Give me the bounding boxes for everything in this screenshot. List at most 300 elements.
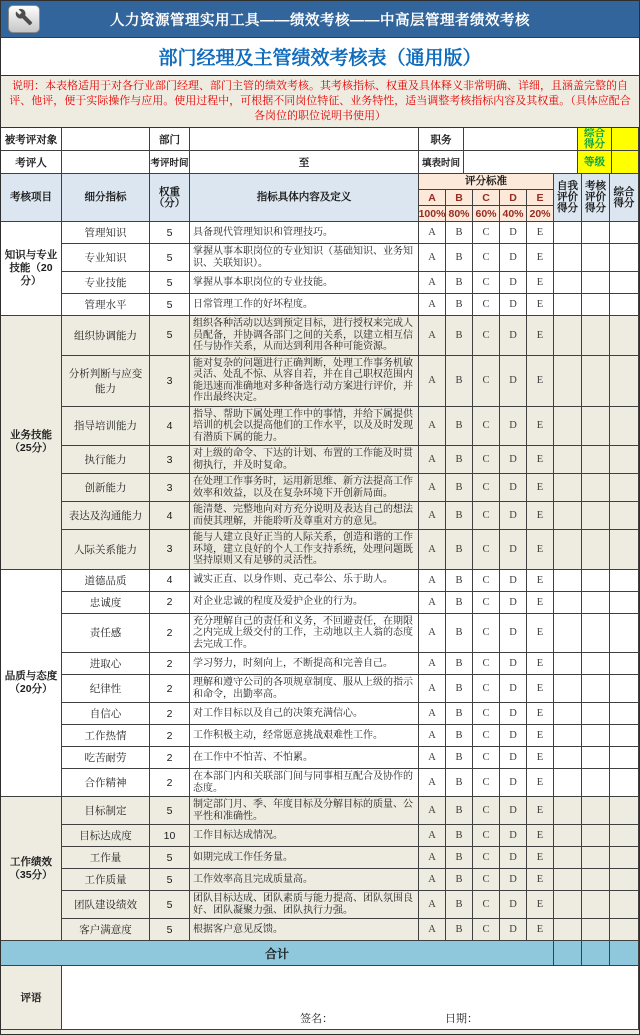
period-to-cell[interactable]: 至	[190, 151, 419, 174]
grade-cell-a[interactable]: A	[419, 869, 446, 891]
grade-cell-d[interactable]: D	[500, 222, 527, 244]
grade-cell-d[interactable]: D	[500, 847, 527, 869]
app-header-title: 人力资源管理实用工具——绩效考核——中高层管理者绩效考核	[110, 12, 530, 29]
final-score-cell[interactable]	[610, 675, 639, 703]
indicator-row	[62, 703, 639, 725]
grade-cell-c[interactable]: C	[473, 653, 500, 675]
grade-cell-a[interactable]: A	[419, 592, 446, 614]
grade-cell-c[interactable]: C	[473, 703, 500, 725]
grade-cell-e[interactable]: E	[527, 272, 554, 294]
review-score-cell[interactable]	[582, 653, 610, 675]
self-score-cell[interactable]	[554, 592, 582, 614]
grade-cell-b[interactable]: B	[446, 797, 473, 825]
total-label: 合计	[1, 941, 554, 966]
grade-cell-e[interactable]: E	[527, 869, 554, 891]
indicator-row	[62, 407, 639, 447]
section-rows	[62, 316, 639, 570]
toolbar-button[interactable]	[8, 5, 40, 33]
definition-cell: 组织各种活动以达到预定目标，进行授权来完成人员配备，并协调各部门之间的关系，以建立相互信任与协作关系，从而达到利用各种可能资源。	[190, 316, 419, 356]
indicator-row	[62, 847, 639, 869]
self-score-cell[interactable]	[554, 614, 582, 654]
definition-cell: 根据客户意见反馈。	[190, 919, 419, 941]
grade-cell-e[interactable]: E	[527, 316, 554, 356]
final-score-cell[interactable]	[610, 570, 639, 592]
definition-cell: 工作效率高且完成质量高。	[190, 869, 419, 891]
final-score-cell[interactable]	[610, 530, 639, 570]
grade-cell-e[interactable]: E	[527, 614, 554, 654]
grade-cell-b[interactable]: B	[446, 474, 473, 502]
grade-cell-c[interactable]: C	[473, 747, 500, 769]
self-score-cell[interactable]	[554, 316, 582, 356]
col-header-rating-standard: 评分标准	[419, 174, 554, 190]
total-review-score-cell[interactable]	[582, 941, 610, 966]
grade-cell-a[interactable]: A	[419, 725, 446, 747]
grade-cell-b[interactable]: B	[446, 530, 473, 570]
grade-cell-d[interactable]: D	[500, 592, 527, 614]
definition-cell: 能与人建立良好正当的人际关系，创造和谐的工作环境，建立良好的个人工作支持系统，处理问题既坚持原则又有足够的灵活性。	[190, 530, 419, 570]
grade-cell-a[interactable]: A	[419, 316, 446, 356]
self-score-cell[interactable]	[554, 272, 582, 294]
grade-cell-d[interactable]: D	[500, 446, 527, 474]
grade-cell-c[interactable]: C	[473, 570, 500, 592]
self-score-cell[interactable]	[554, 797, 582, 825]
grade-cell-d[interactable]: D	[500, 653, 527, 675]
grade-cell-e[interactable]: E	[527, 407, 554, 447]
grade-cell-d[interactable]: D	[500, 825, 527, 847]
grade-label: 等级	[578, 151, 612, 174]
grade-cell-e[interactable]: E	[527, 530, 554, 570]
self-score-cell[interactable]	[554, 294, 582, 316]
total-row	[1, 941, 639, 966]
self-score-cell[interactable]	[554, 725, 582, 747]
review-score-cell[interactable]	[582, 294, 610, 316]
self-score-cell[interactable]	[554, 703, 582, 725]
grade-cell-d[interactable]: D	[500, 747, 527, 769]
review-score-cell[interactable]	[582, 502, 610, 530]
grade-cell-d[interactable]: D	[500, 891, 527, 919]
grade-cell-d[interactable]: D	[500, 316, 527, 356]
indicator-name: 目标达成度	[62, 825, 150, 847]
grade-cell-a[interactable]: A	[419, 703, 446, 725]
review-score-cell[interactable]	[582, 244, 610, 272]
definition-cell: 在工作中不怕苦、不怕累。	[190, 747, 419, 769]
grade-cell-b[interactable]: B	[446, 675, 473, 703]
grade-cell-e[interactable]: E	[527, 502, 554, 530]
grade-cell-c[interactable]: C	[473, 502, 500, 530]
grade-cell-d[interactable]: D	[500, 725, 527, 747]
final-score-cell[interactable]	[610, 747, 639, 769]
grade-cell-d[interactable]: D	[500, 703, 527, 725]
indicator-name: 工作量	[62, 847, 150, 869]
review-score-cell[interactable]	[582, 530, 610, 570]
self-score-cell[interactable]	[554, 474, 582, 502]
review-score-cell[interactable]	[582, 316, 610, 356]
review-score-cell[interactable]	[582, 446, 610, 474]
final-score-cell[interactable]	[610, 614, 639, 654]
indicator-name: 进取心	[62, 653, 150, 675]
final-score-cell[interactable]	[610, 294, 639, 316]
grade-cell-a[interactable]: A	[419, 570, 446, 592]
grade-cell-e[interactable]: E	[527, 570, 554, 592]
self-score-cell[interactable]	[554, 502, 582, 530]
grade-cell-c[interactable]: C	[473, 356, 500, 407]
grade-cell-c[interactable]: C	[473, 725, 500, 747]
review-score-cell[interactable]	[582, 570, 610, 592]
grade-cell-a[interactable]: A	[419, 919, 446, 941]
weight-cell: 2	[150, 725, 190, 747]
grade-cell-e[interactable]: E	[527, 825, 554, 847]
indicator-row	[62, 869, 639, 891]
self-score-cell[interactable]	[554, 407, 582, 447]
assessor-input[interactable]	[62, 151, 150, 174]
grade-cell-b[interactable]: B	[446, 356, 473, 407]
grade-cell-c[interactable]: C	[473, 869, 500, 891]
position-input[interactable]	[464, 128, 578, 151]
position-label: 职务	[419, 128, 464, 151]
indicator-name: 指导培训能力	[62, 407, 150, 447]
grade-cell-e[interactable]: E	[527, 446, 554, 474]
indicator-name: 道德品质	[62, 570, 150, 592]
rating-percent-c: 60%	[473, 206, 500, 222]
final-score-cell[interactable]	[610, 446, 639, 474]
final-score-cell[interactable]	[610, 797, 639, 825]
col-header-self-score: 自我评价得分	[554, 174, 582, 222]
grade-cell-b[interactable]: B	[446, 869, 473, 891]
grade-cell-e[interactable]: E	[527, 797, 554, 825]
grade-cell-a[interactable]: A	[419, 653, 446, 675]
indicator-row	[62, 675, 639, 703]
self-score-cell[interactable]	[554, 446, 582, 474]
grade-cell-d[interactable]: D	[500, 614, 527, 654]
rating-percent-d: 40%	[500, 206, 527, 222]
final-score-cell[interactable]	[610, 847, 639, 869]
grade-cell-b[interactable]: B	[446, 294, 473, 316]
grade-cell-b[interactable]: B	[446, 446, 473, 474]
indicator-row	[62, 316, 639, 356]
grade-cell-b[interactable]: B	[446, 769, 473, 797]
definition-cell: 理解和遵守公司的各项规章制度、服从上级的指示和命令，出勤率高。	[190, 675, 419, 703]
grade-cell-e[interactable]: E	[527, 222, 554, 244]
indicator-name: 工作热情	[62, 725, 150, 747]
grade-cell-d[interactable]: D	[500, 530, 527, 570]
comment-row	[1, 966, 639, 1030]
grade-cell-c[interactable]: C	[473, 474, 500, 502]
grade-cell-a[interactable]: A	[419, 244, 446, 272]
grade-cell-a[interactable]: A	[419, 356, 446, 407]
grade-cell-b[interactable]: B	[446, 272, 473, 294]
weight-cell: 10	[150, 825, 190, 847]
grade-cell-e[interactable]: E	[527, 725, 554, 747]
grade-cell-b[interactable]: B	[446, 919, 473, 941]
weight-cell: 5	[150, 272, 190, 294]
grade-cell-d[interactable]: D	[500, 294, 527, 316]
grade-cell-c[interactable]: C	[473, 592, 500, 614]
grade-cell-c[interactable]: C	[473, 316, 500, 356]
grade-cell-c[interactable]: C	[473, 530, 500, 570]
grade-cell-b[interactable]: B	[446, 891, 473, 919]
grade-cell-e[interactable]: E	[527, 474, 554, 502]
grade-cell-a[interactable]: A	[419, 474, 446, 502]
review-score-cell[interactable]	[582, 222, 610, 244]
department-input[interactable]	[190, 128, 419, 151]
fill-date-input[interactable]	[464, 151, 578, 174]
grade-cell-c[interactable]: C	[473, 446, 500, 474]
grade-cell-b[interactable]: B	[446, 653, 473, 675]
grade-cell-a[interactable]: A	[419, 530, 446, 570]
definition-cell: 对企业忠诚的程度及爱护企业的行为。	[190, 592, 419, 614]
grade-cell-d[interactable]: D	[500, 272, 527, 294]
weight-cell: 4	[150, 502, 190, 530]
definition-cell: 指导、帮助下属处理工作中的事情，并给下属提供培训的机会以提高他们的工作水平，以及及时发现有潜质下属的能力。	[190, 407, 419, 447]
section-business-skill	[1, 316, 639, 570]
final-score-cell[interactable]	[610, 769, 639, 797]
grade-cell-a[interactable]: A	[419, 825, 446, 847]
self-score-cell[interactable]	[554, 747, 582, 769]
indicator-name: 管理水平	[62, 294, 150, 316]
definition-cell: 对工作目标以及自己的决策充满信心。	[190, 703, 419, 725]
self-score-cell[interactable]	[554, 825, 582, 847]
grade-cell-d[interactable]: D	[500, 474, 527, 502]
grade-cell-e[interactable]: E	[527, 847, 554, 869]
comment-input-area[interactable]	[62, 966, 639, 1030]
rating-percent-e: 20%	[527, 206, 554, 222]
app-header-bar	[1, 1, 639, 38]
grade-cell-b[interactable]: B	[446, 570, 473, 592]
grade-cell-a[interactable]: A	[419, 747, 446, 769]
grade-cell-a[interactable]: A	[419, 769, 446, 797]
grade-cell-d[interactable]: D	[500, 797, 527, 825]
grade-cell-e[interactable]: E	[527, 747, 554, 769]
review-score-cell[interactable]	[582, 919, 610, 941]
final-score-cell[interactable]	[610, 222, 639, 244]
final-score-cell[interactable]	[610, 474, 639, 502]
grade-cell-c[interactable]: C	[473, 222, 500, 244]
grade-cell-c[interactable]: C	[473, 675, 500, 703]
grade-cell-e[interactable]: E	[527, 891, 554, 919]
grade-cell-e[interactable]: E	[527, 592, 554, 614]
final-score-cell[interactable]	[610, 592, 639, 614]
indicator-name: 责任感	[62, 614, 150, 654]
section-rows	[62, 797, 639, 941]
self-score-cell[interactable]	[554, 769, 582, 797]
review-score-cell[interactable]	[582, 891, 610, 919]
grade-cell-b[interactable]: B	[446, 407, 473, 447]
indicator-row	[62, 570, 639, 592]
date-label: 日期：	[445, 1013, 478, 1025]
grade-cell-e[interactable]: E	[527, 675, 554, 703]
grade-cell-c[interactable]: C	[473, 919, 500, 941]
self-score-cell[interactable]	[554, 653, 582, 675]
review-score-cell[interactable]	[582, 847, 610, 869]
review-score-cell[interactable]	[582, 747, 610, 769]
grade-cell-c[interactable]: C	[473, 614, 500, 654]
weight-cell: 2	[150, 614, 190, 654]
grade-cell-b[interactable]: B	[446, 592, 473, 614]
info-rows	[1, 128, 639, 174]
self-score-cell[interactable]	[554, 356, 582, 407]
final-score-cell[interactable]	[610, 272, 639, 294]
review-score-cell[interactable]	[582, 869, 610, 891]
grade-cell-e[interactable]: E	[527, 294, 554, 316]
grade-input[interactable]	[612, 151, 639, 174]
indicator-name: 人际关系能力	[62, 530, 150, 570]
weight-cell: 5	[150, 919, 190, 941]
review-score-cell[interactable]	[582, 825, 610, 847]
grade-cell-c[interactable]: C	[473, 825, 500, 847]
grade-cell-d[interactable]: D	[500, 869, 527, 891]
self-score-cell[interactable]	[554, 570, 582, 592]
self-score-cell[interactable]	[554, 919, 582, 941]
final-score-cell[interactable]	[610, 356, 639, 407]
self-score-cell[interactable]	[554, 675, 582, 703]
grade-cell-b[interactable]: B	[446, 244, 473, 272]
grade-cell-e[interactable]: E	[527, 919, 554, 941]
grade-cell-c[interactable]: C	[473, 272, 500, 294]
review-score-cell[interactable]	[582, 592, 610, 614]
grade-cell-c[interactable]: C	[473, 769, 500, 797]
weight-cell: 4	[150, 407, 190, 447]
grade-cell-c[interactable]: C	[473, 797, 500, 825]
grade-cell-c[interactable]: C	[473, 294, 500, 316]
self-score-cell[interactable]	[554, 847, 582, 869]
self-score-cell[interactable]	[554, 244, 582, 272]
review-score-cell[interactable]	[582, 272, 610, 294]
indicator-name: 工作质量	[62, 869, 150, 891]
final-score-cell[interactable]	[610, 407, 639, 447]
col-header-review-score: 考核评价得分	[582, 174, 610, 222]
review-score-cell[interactable]	[582, 725, 610, 747]
self-score-cell[interactable]	[554, 891, 582, 919]
definition-cell: 学习努力，时刻向上，不断提高和完善自己。	[190, 653, 419, 675]
final-score-cell[interactable]	[610, 869, 639, 891]
table-header	[1, 174, 639, 222]
definition-cell: 如期完成工作任务量。	[190, 847, 419, 869]
grade-cell-a[interactable]: A	[419, 294, 446, 316]
final-score-cell[interactable]	[610, 703, 639, 725]
total-final-score-cell[interactable]	[610, 941, 639, 966]
grade-cell-d[interactable]: D	[500, 769, 527, 797]
review-score-cell[interactable]	[582, 675, 610, 703]
grade-cell-a[interactable]: A	[419, 614, 446, 654]
form-title: 部门经理及主管绩效考核表（通用版）	[1, 38, 639, 75]
assessment-body	[1, 222, 639, 941]
grade-cell-a[interactable]: A	[419, 847, 446, 869]
review-score-cell[interactable]	[582, 614, 610, 654]
grade-cell-b[interactable]: B	[446, 847, 473, 869]
review-score-cell[interactable]	[582, 797, 610, 825]
definition-cell: 诚实正直、以身作则、克己奉公、乐于助人。	[190, 570, 419, 592]
subject-input[interactable]	[62, 128, 150, 151]
grade-cell-d[interactable]: D	[500, 356, 527, 407]
weight-cell: 5	[150, 222, 190, 244]
grade-cell-b[interactable]: B	[446, 316, 473, 356]
indicator-row	[62, 356, 639, 407]
grade-cell-b[interactable]: B	[446, 502, 473, 530]
grade-cell-a[interactable]: A	[419, 272, 446, 294]
grade-cell-c[interactable]: C	[473, 407, 500, 447]
review-score-cell[interactable]	[582, 703, 610, 725]
grade-cell-e[interactable]: E	[527, 653, 554, 675]
review-score-cell[interactable]	[582, 356, 610, 407]
definition-cell: 对上级的命令、下达的计划、布置的工作能及时贯彻执行，并及时复命。	[190, 446, 419, 474]
final-score-cell[interactable]	[610, 316, 639, 356]
grade-cell-a[interactable]: A	[419, 675, 446, 703]
review-score-cell[interactable]	[582, 769, 610, 797]
grade-cell-a[interactable]: A	[419, 222, 446, 244]
grade-cell-d[interactable]: D	[500, 570, 527, 592]
grade-cell-e[interactable]: E	[527, 244, 554, 272]
final-score-cell[interactable]	[610, 725, 639, 747]
final-score-cell[interactable]	[610, 244, 639, 272]
grade-cell-d[interactable]: D	[500, 919, 527, 941]
grade-cell-a[interactable]: A	[419, 891, 446, 919]
indicator-name: 专业知识	[62, 244, 150, 272]
final-score-cell[interactable]	[610, 919, 639, 941]
total-self-score-cell[interactable]	[554, 941, 582, 966]
weight-cell: 5	[150, 847, 190, 869]
grade-cell-e[interactable]: E	[527, 769, 554, 797]
grade-cell-b[interactable]: B	[446, 703, 473, 725]
grade-cell-d[interactable]: D	[500, 244, 527, 272]
weight-cell: 2	[150, 747, 190, 769]
indicator-name: 目标制定	[62, 797, 150, 825]
grade-cell-b[interactable]: B	[446, 725, 473, 747]
grade-cell-c[interactable]: C	[473, 891, 500, 919]
final-score-cell[interactable]	[610, 825, 639, 847]
indicator-row	[62, 502, 639, 530]
indicator-row	[62, 725, 639, 747]
self-score-cell[interactable]	[554, 530, 582, 570]
grade-cell-c[interactable]: C	[473, 244, 500, 272]
grade-cell-a[interactable]: A	[419, 407, 446, 447]
col-header-sub-indicator: 细分指标	[62, 174, 150, 222]
grade-cell-b[interactable]: B	[446, 614, 473, 654]
final-score-cell[interactable]	[610, 653, 639, 675]
indicator-row	[62, 222, 639, 244]
review-score-cell[interactable]	[582, 407, 610, 447]
grade-cell-d[interactable]: D	[500, 407, 527, 447]
grade-cell-e[interactable]: E	[527, 356, 554, 407]
definition-cell: 工作积极主动，经常愿意挑战艰难性工作。	[190, 725, 419, 747]
indicator-name: 创新能力	[62, 474, 150, 502]
subject-label: 被考评对象	[1, 128, 62, 151]
usage-notice: 说明：本表格适用于对各行业部门经理、部门主管的绩效考核。其考核指标、权重及具体释义非常明确、详细，且涵盖完整的自评、他评，便于实际操作与应用。使用过程中，可根据不同岗位特征、业务特性，适当调整考核指标内容及其权重。（具体应配合各岗位的职位说明书使用）	[1, 75, 639, 128]
grade-cell-b[interactable]: B	[446, 222, 473, 244]
grade-cell-a[interactable]: A	[419, 797, 446, 825]
final-score-cell[interactable]	[610, 502, 639, 530]
self-score-cell[interactable]	[554, 222, 582, 244]
final-score-cell[interactable]	[610, 891, 639, 919]
self-score-cell[interactable]	[554, 869, 582, 891]
grade-cell-a[interactable]: A	[419, 502, 446, 530]
indicator-row	[62, 891, 639, 919]
weight-cell: 3	[150, 446, 190, 474]
grade-cell-a[interactable]: A	[419, 446, 446, 474]
grade-cell-d[interactable]: D	[500, 502, 527, 530]
weight-cell: 5	[150, 869, 190, 891]
grade-cell-b[interactable]: B	[446, 747, 473, 769]
grade-cell-b[interactable]: B	[446, 825, 473, 847]
indicator-name: 专业技能	[62, 272, 150, 294]
overall-score-input[interactable]	[612, 128, 639, 151]
grade-cell-c[interactable]: C	[473, 847, 500, 869]
overall-score-label: 综合得分	[578, 128, 612, 151]
review-score-cell[interactable]	[582, 474, 610, 502]
indicator-name: 忠诚度	[62, 592, 150, 614]
weight-cell: 3	[150, 530, 190, 570]
grade-cell-e[interactable]: E	[527, 703, 554, 725]
grade-cell-d[interactable]: D	[500, 675, 527, 703]
